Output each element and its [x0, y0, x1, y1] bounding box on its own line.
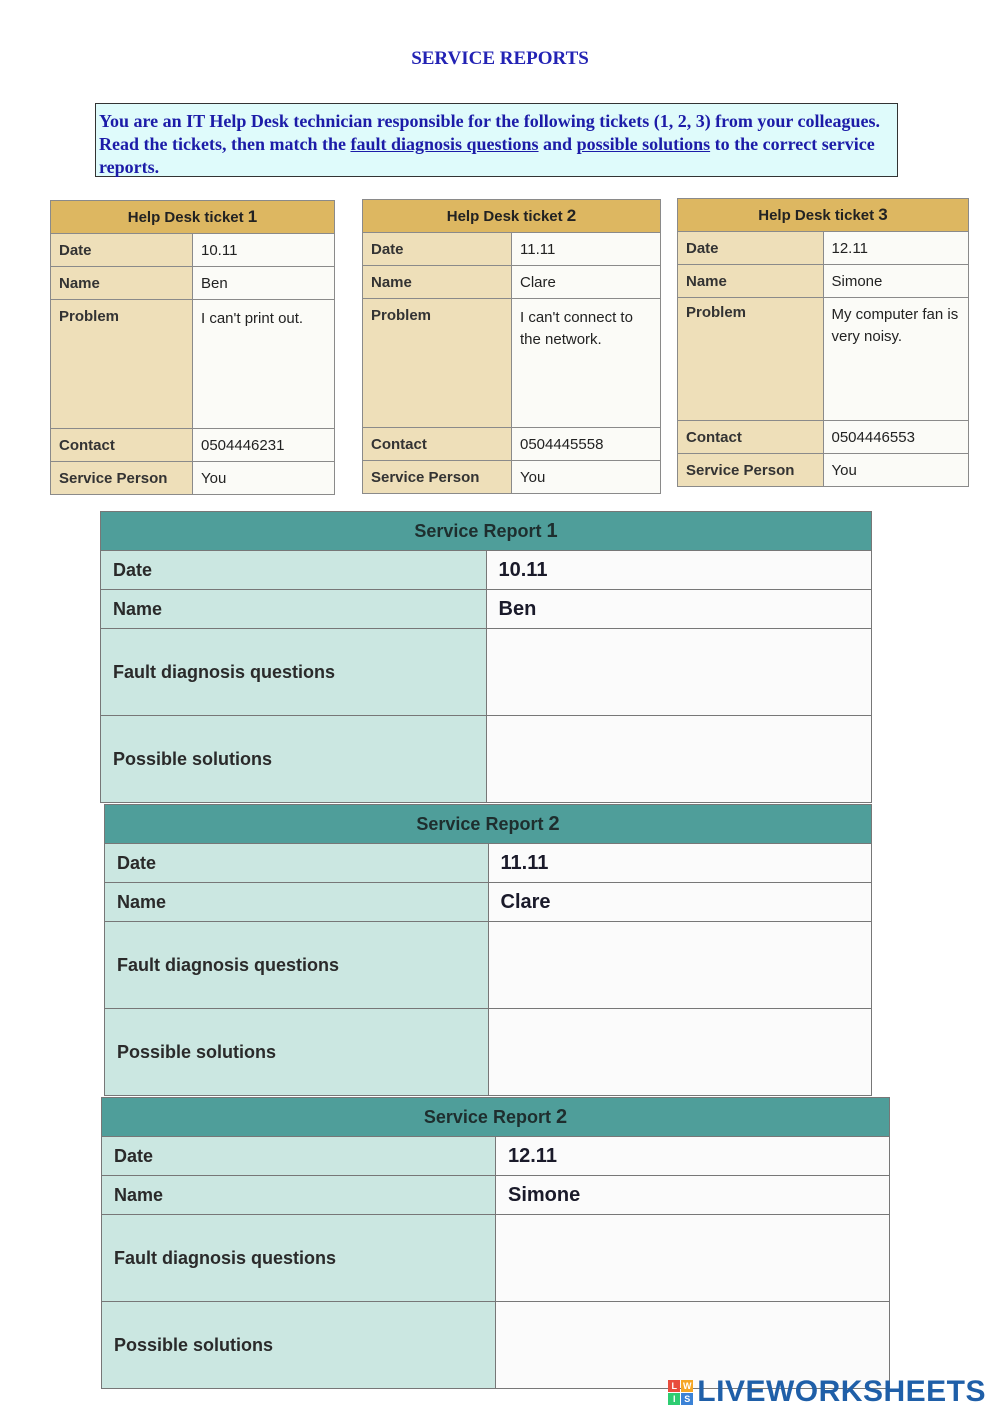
report-date-label: Date — [102, 1137, 496, 1176]
report-name-value: Ben — [486, 590, 872, 629]
instructions-text-end: to the correct service reports. — [99, 134, 875, 177]
help-desk-ticket-2 — [362, 199, 661, 494]
ticket-header — [363, 200, 661, 233]
report-solutions-drop-zone[interactable] — [488, 1009, 872, 1096]
report-date-value: 10.11 — [486, 551, 872, 590]
report-name-value: Simone — [496, 1176, 890, 1215]
ticket-contact-label: Contact — [363, 428, 512, 461]
ticket-name-label: Name — [363, 266, 512, 299]
ticket-contact-value: 0504445558 — [512, 428, 661, 461]
ticket-number: 1 — [247, 207, 258, 226]
report-fault-drop-zone[interactable] — [486, 629, 872, 716]
ticket-date-label: Date — [678, 232, 824, 265]
report-date-label: Date — [101, 551, 487, 590]
ticket-service-person-value: You — [512, 461, 661, 494]
ticket-date-value: 12.11 — [823, 232, 969, 265]
logo-letter: L — [668, 1380, 680, 1392]
report-fault-label: Fault diagnosis questions — [102, 1215, 496, 1302]
report-header — [105, 805, 872, 844]
ticket-date-label: Date — [51, 234, 193, 267]
ticket-problem-value: My computer fan is very noisy. — [823, 298, 969, 421]
service-report-1 — [100, 511, 872, 803]
ticket-date-value: 10.11 — [193, 234, 335, 267]
ticket-date-label: Date — [363, 233, 512, 266]
report-header — [102, 1098, 890, 1137]
ticket-name-label: Name — [678, 265, 824, 298]
ticket-contact-label: Contact — [678, 421, 824, 454]
ticket-problem-label: Problem — [51, 300, 193, 429]
ticket-service-person-value: You — [823, 454, 969, 487]
ticket-header-label: Help Desk ticket — [127, 209, 244, 226]
report-number: 2 — [548, 812, 560, 835]
ticket-header — [678, 199, 969, 232]
ticket-contact-value: 0504446553 — [823, 421, 969, 454]
ticket-header-label: Help Desk ticket — [758, 207, 875, 224]
liveworksheets-logo[interactable] — [668, 1376, 986, 1408]
page-title: SERVICE REPORTS — [411, 48, 589, 69]
report-name-label: Name — [105, 883, 489, 922]
report-solutions-label: Possible solutions — [105, 1009, 489, 1096]
fault-diagnosis-link-text: fault diagnosis questions — [350, 134, 539, 154]
report-header-label: Service Report — [423, 1106, 551, 1127]
report-number: 2 — [555, 1105, 568, 1128]
report-name-label: Name — [101, 590, 487, 629]
instructions-text-and: and — [538, 134, 577, 154]
ticket-number: 3 — [878, 205, 888, 224]
report-date-value: 12.11 — [496, 1137, 890, 1176]
liveworksheets-logo-text: LIVEWORKSHEETS — [697, 1375, 986, 1408]
ticket-problem-label: Problem — [678, 298, 824, 421]
report-date-value: 11.11 — [488, 844, 872, 883]
ticket-header-label: Help Desk ticket — [446, 208, 563, 225]
report-fault-label: Fault diagnosis questions — [105, 922, 489, 1009]
report-header-label: Service Report — [414, 520, 542, 541]
possible-solutions-link-text: possible solutions — [576, 134, 711, 154]
ticket-name-value: Ben — [193, 267, 335, 300]
ticket-contact-value: 0504446231 — [193, 429, 335, 462]
ticket-service-person-label: Service Person — [51, 462, 193, 495]
ticket-problem-value: I can't connect to the network. — [512, 299, 661, 428]
report-solutions-label: Possible solutions — [102, 1302, 496, 1389]
report-name-label: Name — [102, 1176, 496, 1215]
ticket-service-person-label: Service Person — [363, 461, 512, 494]
report-header — [101, 512, 872, 551]
service-report-3 — [101, 1097, 890, 1389]
service-report-2 — [104, 804, 872, 1096]
ticket-service-person-label: Service Person — [678, 454, 824, 487]
ticket-number: 2 — [566, 206, 577, 225]
ticket-name-value: Simone — [823, 265, 969, 298]
instructions-box — [95, 103, 898, 177]
ticket-problem-label: Problem — [363, 299, 512, 428]
liveworksheets-logo-icon — [668, 1380, 693, 1405]
report-name-value: Clare — [488, 883, 872, 922]
logo-letter: S — [681, 1393, 693, 1405]
ticket-problem-value: I can't print out. — [193, 300, 335, 429]
ticket-service-person-value: You — [193, 462, 335, 495]
report-header-label: Service Report — [416, 813, 544, 834]
help-desk-ticket-1 — [50, 200, 335, 495]
report-fault-label: Fault diagnosis questions — [101, 629, 487, 716]
logo-letter: W — [683, 1380, 692, 1391]
ticket-header — [51, 201, 335, 234]
instructions-text: You are an IT Help Desk technician responsible for the following tickets (1, 2, 3) from your colleagues. Read the tickets, then match the — [99, 111, 880, 154]
ticket-date-value: 11.11 — [512, 233, 661, 266]
ticket-contact-label: Contact — [51, 429, 193, 462]
report-number: 1 — [546, 519, 558, 542]
report-fault-drop-zone[interactable] — [496, 1215, 890, 1302]
report-fault-drop-zone[interactable] — [488, 922, 872, 1009]
ticket-name-label: Name — [51, 267, 193, 300]
logo-letter: I — [668, 1393, 680, 1405]
report-date-label: Date — [105, 844, 489, 883]
help-desk-ticket-3 — [677, 198, 969, 487]
report-solutions-drop-zone[interactable] — [486, 716, 872, 803]
report-solutions-label: Possible solutions — [101, 716, 487, 803]
ticket-name-value: Clare — [512, 266, 661, 299]
